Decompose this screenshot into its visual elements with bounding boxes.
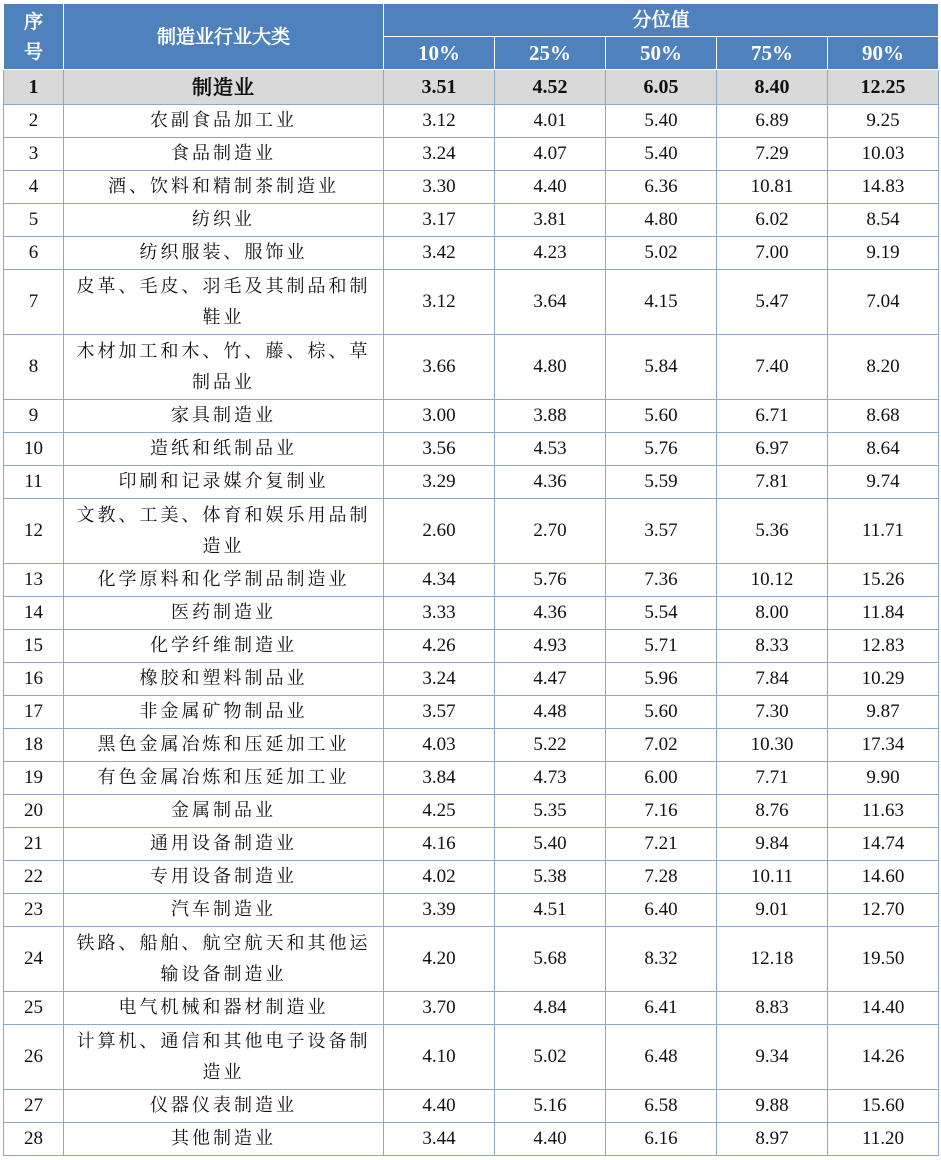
row-number: 21 xyxy=(4,828,64,861)
value-p50: 6.00 xyxy=(606,762,717,795)
row-number: 9 xyxy=(4,400,64,433)
value-p90: 8.54 xyxy=(828,204,939,237)
value-p25: 4.23 xyxy=(495,237,606,270)
value-p25: 3.88 xyxy=(495,400,606,433)
value-p50: 4.80 xyxy=(606,204,717,237)
value-p25: 2.70 xyxy=(495,499,606,564)
value-p50: 6.16 xyxy=(606,1123,717,1156)
table-row xyxy=(4,861,939,894)
industry-name: 汽车制造业 xyxy=(64,894,384,927)
value-p75: 10.81 xyxy=(717,171,828,204)
table-row xyxy=(4,499,939,564)
value-p10: 2.60 xyxy=(384,499,495,564)
value-p50: 5.40 xyxy=(606,138,717,171)
value-p50: 5.96 xyxy=(606,663,717,696)
table-row xyxy=(4,270,939,335)
value-p75: 9.84 xyxy=(717,828,828,861)
table-row xyxy=(4,795,939,828)
value-p90: 8.20 xyxy=(828,335,939,400)
value-p25: 4.73 xyxy=(495,762,606,795)
value-p90: 14.74 xyxy=(828,828,939,861)
table-row xyxy=(4,663,939,696)
row-number: 1 xyxy=(4,70,64,105)
industry-name: 黑色金属冶炼和压延加工业 xyxy=(64,729,384,762)
value-p10: 3.42 xyxy=(384,237,495,270)
industry-name: 铁路、船舶、航空航天和其他运输设备制造业 xyxy=(64,927,384,992)
value-p90: 11.71 xyxy=(828,499,939,564)
industry-name: 非金属矿物制品业 xyxy=(64,696,384,729)
table-row xyxy=(4,105,939,138)
row-number: 14 xyxy=(4,597,64,630)
industry-name: 家具制造业 xyxy=(64,400,384,433)
row-number: 18 xyxy=(4,729,64,762)
table-row xyxy=(4,992,939,1025)
value-p90: 14.83 xyxy=(828,171,939,204)
value-p90: 10.29 xyxy=(828,663,939,696)
industry-name: 文教、工美、体育和娱乐用品制造业 xyxy=(64,499,384,564)
table-row xyxy=(4,204,939,237)
value-p50: 5.54 xyxy=(606,597,717,630)
value-p25: 4.48 xyxy=(495,696,606,729)
value-p10: 3.17 xyxy=(384,204,495,237)
col-header-p10: 10% xyxy=(384,37,495,70)
value-p10: 3.29 xyxy=(384,466,495,499)
value-p90: 9.25 xyxy=(828,105,939,138)
value-p10: 4.20 xyxy=(384,927,495,992)
value-p90: 15.60 xyxy=(828,1090,939,1123)
value-p25: 4.52 xyxy=(495,70,606,105)
table-row xyxy=(4,237,939,270)
table-row xyxy=(4,894,939,927)
value-p90: 9.90 xyxy=(828,762,939,795)
value-p90: 8.68 xyxy=(828,400,939,433)
row-number: 10 xyxy=(4,433,64,466)
value-p10: 4.25 xyxy=(384,795,495,828)
table-row xyxy=(4,927,939,992)
value-p10: 3.12 xyxy=(384,270,495,335)
col-header-no xyxy=(4,4,64,70)
value-p75: 6.97 xyxy=(717,433,828,466)
value-p25: 4.80 xyxy=(495,335,606,400)
industry-name: 橡胶和塑料制品业 xyxy=(64,663,384,696)
table-row xyxy=(4,433,939,466)
value-p75: 8.33 xyxy=(717,630,828,663)
col-header-p25: 25% xyxy=(495,37,606,70)
value-p50: 5.40 xyxy=(606,105,717,138)
value-p10: 3.84 xyxy=(384,762,495,795)
value-p75: 9.88 xyxy=(717,1090,828,1123)
value-p25: 5.40 xyxy=(495,828,606,861)
value-p90: 12.70 xyxy=(828,894,939,927)
value-p25: 4.47 xyxy=(495,663,606,696)
table-body xyxy=(4,70,939,1156)
value-p75: 10.30 xyxy=(717,729,828,762)
value-p10: 3.24 xyxy=(384,138,495,171)
industry-name: 农副食品加工业 xyxy=(64,105,384,138)
table-row xyxy=(4,828,939,861)
row-number: 22 xyxy=(4,861,64,894)
row-number: 19 xyxy=(4,762,64,795)
value-p90: 11.84 xyxy=(828,597,939,630)
value-p75: 10.12 xyxy=(717,564,828,597)
row-number: 16 xyxy=(4,663,64,696)
value-p25: 5.68 xyxy=(495,927,606,992)
value-p90: 11.20 xyxy=(828,1123,939,1156)
value-p10: 3.56 xyxy=(384,433,495,466)
value-p25: 4.51 xyxy=(495,894,606,927)
value-p25: 5.02 xyxy=(495,1025,606,1090)
value-p90: 15.26 xyxy=(828,564,939,597)
value-p75: 5.36 xyxy=(717,499,828,564)
value-p10: 3.44 xyxy=(384,1123,495,1156)
row-number: 12 xyxy=(4,499,64,564)
col-header-no-line2: 号 xyxy=(23,40,43,63)
industry-name: 皮革、毛皮、羽毛及其制品和制鞋业 xyxy=(64,270,384,335)
table-row xyxy=(4,1025,939,1090)
row-number: 25 xyxy=(4,992,64,1025)
value-p50: 5.76 xyxy=(606,433,717,466)
value-p25: 5.76 xyxy=(495,564,606,597)
value-p50: 5.71 xyxy=(606,630,717,663)
value-p75: 8.83 xyxy=(717,992,828,1025)
value-p90: 8.64 xyxy=(828,433,939,466)
value-p50: 7.16 xyxy=(606,795,717,828)
col-header-p50: 50% xyxy=(606,37,717,70)
value-p50: 7.28 xyxy=(606,861,717,894)
col-header-p90: 90% xyxy=(828,37,939,70)
value-p75: 5.47 xyxy=(717,270,828,335)
industry-name: 纺织服装、服饰业 xyxy=(64,237,384,270)
table-row xyxy=(4,564,939,597)
industry-name: 医药制造业 xyxy=(64,597,384,630)
value-p10: 3.70 xyxy=(384,992,495,1025)
industry-name: 造纸和纸制品业 xyxy=(64,433,384,466)
value-p50: 4.15 xyxy=(606,270,717,335)
row-number: 27 xyxy=(4,1090,64,1123)
value-p75: 6.02 xyxy=(717,204,828,237)
value-p50: 5.60 xyxy=(606,696,717,729)
industry-name: 金属制品业 xyxy=(64,795,384,828)
value-p75: 6.71 xyxy=(717,400,828,433)
row-number: 7 xyxy=(4,270,64,335)
value-p75: 8.76 xyxy=(717,795,828,828)
value-p90: 9.74 xyxy=(828,466,939,499)
value-p50: 6.40 xyxy=(606,894,717,927)
industry-name: 化学纤维制造业 xyxy=(64,630,384,663)
row-number: 13 xyxy=(4,564,64,597)
industry-name: 印刷和记录媒介复制业 xyxy=(64,466,384,499)
industry-name: 食品制造业 xyxy=(64,138,384,171)
value-p25: 4.53 xyxy=(495,433,606,466)
table-header xyxy=(4,4,939,70)
value-p90: 7.04 xyxy=(828,270,939,335)
value-p10: 3.33 xyxy=(384,597,495,630)
value-p75: 8.40 xyxy=(717,70,828,105)
value-p10: 4.26 xyxy=(384,630,495,663)
value-p75: 9.34 xyxy=(717,1025,828,1090)
value-p25: 5.22 xyxy=(495,729,606,762)
industry-name: 通用设备制造业 xyxy=(64,828,384,861)
value-p10: 4.02 xyxy=(384,861,495,894)
value-p10: 4.34 xyxy=(384,564,495,597)
value-p75: 9.01 xyxy=(717,894,828,927)
value-p25: 5.35 xyxy=(495,795,606,828)
industry-name: 木材加工和木、竹、藤、棕、草制品业 xyxy=(64,335,384,400)
value-p75: 7.81 xyxy=(717,466,828,499)
value-p25: 4.36 xyxy=(495,597,606,630)
value-p90: 9.87 xyxy=(828,696,939,729)
value-p25: 5.16 xyxy=(495,1090,606,1123)
value-p25: 3.81 xyxy=(495,204,606,237)
row-number: 23 xyxy=(4,894,64,927)
value-p50: 6.05 xyxy=(606,70,717,105)
col-header-no-line1: 序 xyxy=(23,10,43,33)
row-number: 6 xyxy=(4,237,64,270)
value-p25: 4.07 xyxy=(495,138,606,171)
row-number: 5 xyxy=(4,204,64,237)
value-p75: 8.00 xyxy=(717,597,828,630)
table-row xyxy=(4,1090,939,1123)
value-p10: 3.12 xyxy=(384,105,495,138)
value-p90: 12.83 xyxy=(828,630,939,663)
value-p25: 4.93 xyxy=(495,630,606,663)
col-header-p75: 75% xyxy=(717,37,828,70)
value-p25: 4.84 xyxy=(495,992,606,1025)
value-p50: 5.60 xyxy=(606,400,717,433)
col-header-industry: 制造业行业大类 xyxy=(64,4,384,70)
row-number: 26 xyxy=(4,1025,64,1090)
value-p50: 5.59 xyxy=(606,466,717,499)
value-p50: 6.36 xyxy=(606,171,717,204)
value-p90: 14.40 xyxy=(828,992,939,1025)
table-row xyxy=(4,466,939,499)
value-p75: 7.29 xyxy=(717,138,828,171)
industry-name: 化学原料和化学制品制造业 xyxy=(64,564,384,597)
industry-name: 制造业 xyxy=(64,70,384,105)
value-p75: 10.11 xyxy=(717,861,828,894)
value-p75: 8.97 xyxy=(717,1123,828,1156)
row-number: 8 xyxy=(4,335,64,400)
industry-name: 其他制造业 xyxy=(64,1123,384,1156)
industry-name: 电气机械和器材制造业 xyxy=(64,992,384,1025)
value-p90: 14.26 xyxy=(828,1025,939,1090)
value-p50: 6.48 xyxy=(606,1025,717,1090)
row-number: 3 xyxy=(4,138,64,171)
industry-name: 酒、饮料和精制茶制造业 xyxy=(64,171,384,204)
value-p50: 5.84 xyxy=(606,335,717,400)
value-p50: 7.21 xyxy=(606,828,717,861)
value-p10: 3.51 xyxy=(384,70,495,105)
industry-name: 专用设备制造业 xyxy=(64,861,384,894)
value-p75: 7.71 xyxy=(717,762,828,795)
value-p90: 14.60 xyxy=(828,861,939,894)
row-number: 15 xyxy=(4,630,64,663)
percentile-table xyxy=(3,3,939,1156)
industry-name: 有色金属冶炼和压延加工业 xyxy=(64,762,384,795)
value-p50: 8.32 xyxy=(606,927,717,992)
value-p25: 4.40 xyxy=(495,171,606,204)
industry-name: 仪器仪表制造业 xyxy=(64,1090,384,1123)
value-p10: 3.24 xyxy=(384,663,495,696)
industry-name: 纺织业 xyxy=(64,204,384,237)
value-p75: 7.30 xyxy=(717,696,828,729)
row-number: 20 xyxy=(4,795,64,828)
table-row xyxy=(4,171,939,204)
value-p50: 6.58 xyxy=(606,1090,717,1123)
table-row xyxy=(4,335,939,400)
value-p10: 3.66 xyxy=(384,335,495,400)
table-row xyxy=(4,762,939,795)
value-p10: 3.39 xyxy=(384,894,495,927)
table-row xyxy=(4,696,939,729)
value-p50: 5.02 xyxy=(606,237,717,270)
value-p90: 9.19 xyxy=(828,237,939,270)
value-p25: 4.40 xyxy=(495,1123,606,1156)
row-number: 17 xyxy=(4,696,64,729)
value-p10: 4.10 xyxy=(384,1025,495,1090)
value-p50: 3.57 xyxy=(606,499,717,564)
table-row xyxy=(4,597,939,630)
value-p10: 3.00 xyxy=(384,400,495,433)
industry-name: 计算机、通信和其他电子设备制造业 xyxy=(64,1025,384,1090)
table-row xyxy=(4,630,939,663)
value-p25: 3.64 xyxy=(495,270,606,335)
value-p10: 3.57 xyxy=(384,696,495,729)
value-p75: 7.40 xyxy=(717,335,828,400)
value-p75: 7.00 xyxy=(717,237,828,270)
value-p90: 17.34 xyxy=(828,729,939,762)
row-number: 28 xyxy=(4,1123,64,1156)
value-p25: 5.38 xyxy=(495,861,606,894)
value-p10: 4.40 xyxy=(384,1090,495,1123)
value-p25: 4.36 xyxy=(495,466,606,499)
value-p10: 4.03 xyxy=(384,729,495,762)
value-p50: 7.36 xyxy=(606,564,717,597)
value-p90: 19.50 xyxy=(828,927,939,992)
value-p25: 4.01 xyxy=(495,105,606,138)
table-row xyxy=(4,1123,939,1156)
value-p75: 6.89 xyxy=(717,105,828,138)
value-p50: 6.41 xyxy=(606,992,717,1025)
value-p10: 4.16 xyxy=(384,828,495,861)
value-p90: 11.63 xyxy=(828,795,939,828)
row-number: 11 xyxy=(4,466,64,499)
row-number: 4 xyxy=(4,171,64,204)
table-row-total xyxy=(4,70,939,105)
col-header-percentile-group: 分位值 xyxy=(384,4,939,37)
row-number: 2 xyxy=(4,105,64,138)
value-p10: 3.30 xyxy=(384,171,495,204)
value-p75: 7.84 xyxy=(717,663,828,696)
row-number: 24 xyxy=(4,927,64,992)
value-p75: 12.18 xyxy=(717,927,828,992)
value-p90: 12.25 xyxy=(828,70,939,105)
table-row xyxy=(4,729,939,762)
value-p90: 10.03 xyxy=(828,138,939,171)
value-p50: 7.02 xyxy=(606,729,717,762)
table-row xyxy=(4,400,939,433)
table-row xyxy=(4,138,939,171)
